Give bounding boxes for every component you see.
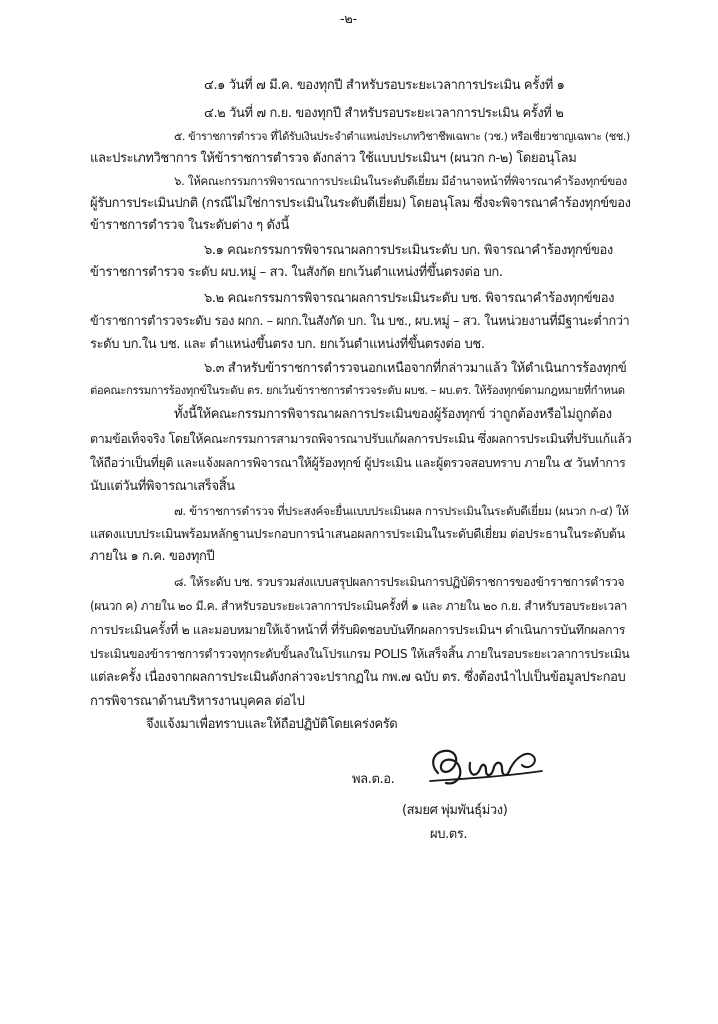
note-line-4: นับแต่วันที่พิจารณาเสร็จสิ้น xyxy=(90,479,235,494)
clause-6-1-line-2: ข้าราชการตำรวจ ระดับ ผบ.หมู่ – สว. ในสังกัด ยกเว้นตำแหน่งที่ขึ้นตรงต่อ บก. xyxy=(90,265,503,280)
clause-5-line-1: ๕. ข้าราชการตำรวจ ที่ได้รับเงินประจำตำแหน่งประเภทวิชาชีพเฉพาะ (วช.) หรือเชี่ยวชาญเฉพาะ (ชช.) xyxy=(174,130,630,143)
clause-6-line-1: ๖. ให้คณะกรรมการพิจารณาการประเมินในระดับดีเยี่ยม มีอำนาจหน้าที่พิจารณาคำร้องทุกข์ของ xyxy=(174,174,627,188)
clause-7-line-3: ภายใน ๑ ก.ค. ของทุกปี xyxy=(90,549,215,564)
clause-6-2-line-1: ๖.๒ คณะกรรมการพิจารณาผลการประเมินระดับ บช. พิจารณาคำร้องทุกข์ของ xyxy=(204,291,615,306)
clause-6-3-line-1: ๖.๓ สำหรับข้าราชการตำรวจนอกเหนือจากที่กล่าวมาแล้ว ให้ดำเนินการร้องทุกข์ xyxy=(204,361,627,376)
clause-8-line-3: การประเมินครั้งที่ ๒ และมอบหมายให้เจ้าหน้าที่ ที่รับผิดชอบบันทึกผลการประเมินฯ ดำเนินการบันทึกผลการ xyxy=(90,622,626,637)
clause-6-line-2: ผู้รับการประเมินปกติ (กรณีไม่ใช่การประเมินในระดับดีเยี่ยม) โดยอนุโลม ซึ่งจะพิจารณาคำร้องทุกข์ของ xyxy=(90,196,631,211)
handwritten-signature xyxy=(410,735,550,795)
clause-7-line-1: ๗. ข้าราชการตำรวจ ที่ประสงค์จะยื่นแบบประเมินผล การประเมินในระดับดีเยี่ยม (ผนวก ก-๔) ให้ xyxy=(174,504,629,518)
signer-name: (สมยศ พุ่มพันธุ์ม่วง) xyxy=(402,803,508,818)
clause-8-line-6: การพิจารณาด้านบริหารงานบุคคล ต่อไป xyxy=(90,694,305,709)
signer-rank: พล.ต.อ. xyxy=(352,772,395,787)
closing-sentence: จึงแจ้งมาเพื่อทราบและให้ถือปฏิบัติโดยเคร่งครัด xyxy=(146,717,398,732)
clause-6-1-line-1: ๖.๑ คณะกรรมการพิจารณาผลการประเมินระดับ บก. พิจารณาคำร้องทุกข์ของ xyxy=(204,243,613,258)
note-line-2: ตามข้อเท็จจริง โดยให้คณะกรรมการสามารถพิจารณาปรับแก้ผลการประเมิน ซึ่งผลการประเมินที่ปรับแก้แล้ว xyxy=(90,431,632,446)
clause-7-line-2: แสดงแบบประเมินพร้อมหลักฐานประกอบการนำเสนอผลการประเมินในระดับดีเยี่ยม ต่อประธานในระดับต้น xyxy=(90,526,625,541)
clause-6-line-3: ข้าราชการตำรวจ ในระดับต่าง ๆ ดังนี้ xyxy=(90,218,289,233)
note-line-1: ทั้งนี้ให้คณะกรรมการพิจารณาผลการประเมินของผู้ร้องทุกข์ ว่าถูกต้องหรือไม่ถูกต้อง xyxy=(174,407,612,422)
clause-6-3-line-2: ต่อคณะกรรมการร้องทุกข์ในระดับ ตร. ยกเว้นข้าราชการตำรวจระดับ ผบช. – ผบ.ตร. ให้ร้องทุกข์ตามกฎหมายที่กำหนด xyxy=(90,384,625,397)
clause-8-line-4: ประเมินของข้าราชการตำรวจทุกระดับขั้นลงในโปรแกรม POLIS ให้เสร็จสิ้น ภายในรอบระยะเวลาการประเมิน xyxy=(90,647,630,661)
clause-8-line-5: แต่ละครั้ง เนื่องจากผลการประเมินดังกล่าวจะปรากฏใน กพ.๗ ฉบับ ตร. ซึ่งต้องนำไปเป็นข้อมูลประกอบ xyxy=(90,670,626,685)
clause-4-2: ๔.๒ วันที่ ๗ ก.ย. ของทุกปี สำหรับรอบระยะเวลาการประเมิน ครั้งที่ ๒ xyxy=(204,106,564,121)
clause-4-1: ๔.๑ วันที่ ๗ มี.ค. ของทุกปี สำหรับรอบระยะเวลาการประเมิน ครั้งที่ ๑ xyxy=(204,78,565,93)
clause-8-line-1: ๘. ให้ระดับ บช. รวบรวมส่งแบบสรุปผลการประเมินการปฏิบัติราชการของข้าราชการตำรวจ xyxy=(174,575,625,589)
clause-6-2-line-2: ข้าราชการตำรวจระดับ รอง ผกก. – ผกก.ในสังกัด บก. ใน บช., ผบ.หมู่ – สว. ในหน่วยงานที่มีฐานะต่ำกว่า xyxy=(90,314,630,329)
signer-position: ผบ.ตร. xyxy=(430,827,468,842)
clause-6-2-line-3: ระดับ บก.ใน บช. และ ตำแหน่งขึ้นตรง บก. ยกเว้นตำแหน่งที่ขึ้นตรงต่อ บช. xyxy=(90,337,485,352)
clause-5-line-2: และประเภทวิชาการ ให้ข้าราชการตำรวจ ดังกล่าว ใช้แบบประเมินฯ (ผนวก ก-๒) โดยอนุโลม xyxy=(90,151,577,166)
clause-8-line-2: (ผนวก ค) ภายใน ๒๐ มี.ค. สำหรับรอบระยะเวลาการประเมินครั้งที่ ๑ และ ภายใน ๒๐ ก.ย. สำหรับรอบระยะเวลา xyxy=(90,599,628,613)
page-number: -๒- xyxy=(340,12,357,27)
note-line-3: ให้ถือว่าเป็นที่ยุติ และแจ้งผลการพิจารณาให้ผู้ร้องทุกข์ ผู้ประเมิน และผู้ตรวจสอบทราบ ภายใน ๕ วันทำการ xyxy=(90,455,626,470)
